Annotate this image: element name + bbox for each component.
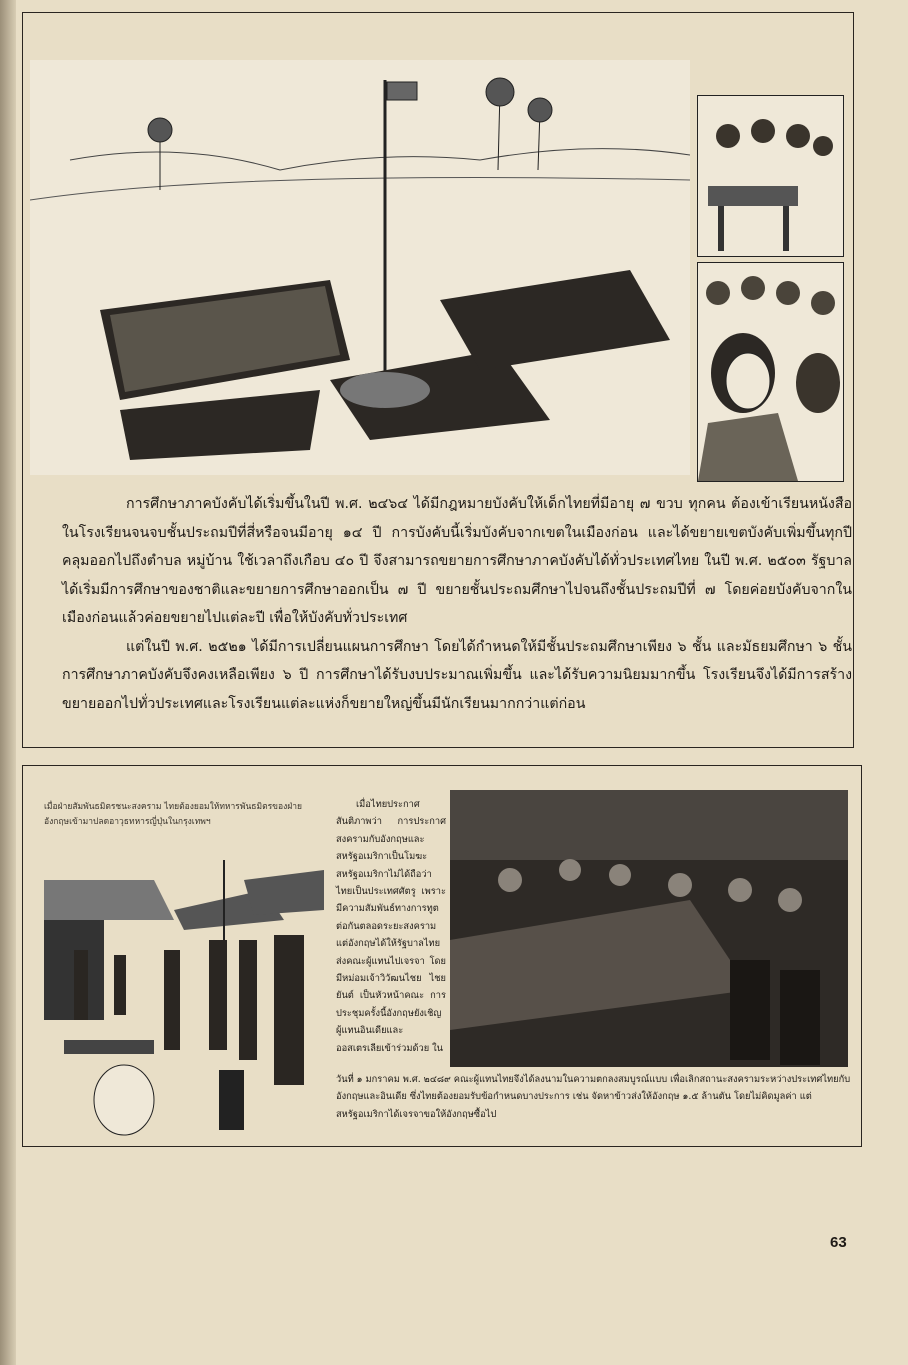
- street-scene-caption: เมื่อฝ่ายสัมพันธมิตรชนะสงคราม ไทยต้องยอมให้ทหารพันธมิตรของฝ่ายอังกฤษเข้ามาปลดอาวุธทหารญี่ปุ่นในกรุงเทพฯ: [44, 802, 302, 827]
- page-number: 63: [830, 1234, 847, 1251]
- body-text: [62, 490, 852, 718]
- side-text-body: เมื่อไทยประกาศสันติภาพว่า การประกาศสงครามกับอังกฤษและสหรัฐอเมริกาเป็นโมฆะ สหรัฐอเมริกาไม่ได้ถือว่าไทยเป็นประเทศศัตรู เพราะมีความสัมพันธ์ทางการทูตต่อกันตลอดระยะสงคราม แต่อังกฤษได้ให้รัฐบาลไทยส่งคณะผู้แทนไปเจรจา โดยมีหม่อมเจ้าวิวัฒนไชย ไชยยันต์ เป็นหัวหน้าคณะ การประชุมครั้งนี้อังกฤษยังเชิญผู้แทนอินเดียและออสเตรเลียเข้าร่วมด้วย ใน: [336, 799, 446, 1054]
- schoolyard-flag-illustration: [30, 60, 690, 475]
- side-column-text: [336, 796, 446, 1057]
- paragraph-education-plan-change: แต่ในปี พ.ศ. ๒๕๒๑ ได้มีการเปลี่ยนแผนการศึกษา โดยได้กำหนดให้มีชั้นประถมศึกษาเพียง ๖ ชั้น และมัธยมศึกษา ๖ ชั้น การศึกษาภาคบังคับจึงคงเหลือเพียง ๖ ปี การศึกษาได้รับงบประมาณเพิ่มขึ้น และได้รับความนิยมมากขึ้น โรงเรียนจึงได้มีการสร้างขยายออกไปทั่วประเทศและโรงเรียนแต่ละแห่งก็ขยายใหญ่ขึ้นมีนักเรียนมากกว่าแต่ก่อน: [62, 638, 852, 712]
- paragraph-compulsory-education: การศึกษาภาคบังคับได้เริ่มขึ้นในปี พ.ศ. ๒๔๖๔ ได้มีกฎหมายบังคับให้เด็กไทยที่มีอายุ ๗ ขวบ ทุกคน ต้องเข้าเรียนหนังสือในโรงเรียนจนจบชั้นประถมปีที่สี่หรือจนมีอายุ ๑๔ ปี การบังคับนี้เริ่มบังคับจากเขตในเมืองก่อน และได้ขยายเขตบังคับเพิ่มขึ้นทุกปี คลุมออกไปถึงตำบล หมู่บ้าน ใช้เวลาถึงเกือบ ๔๐ ปี จึงสามารถขยายการศึกษาภาคบังคับได้ทั่วประเทศไทย ในปี พ.ศ. ๒๕๐๓ รัฐบาลได้เริ่มมีการศึกษาของชาติและขยายการศึกษาออกเป็น ๗ ปี ขยายชั้นประถมศึกษาไปจนถึงชั้นประถมปีที่ ๗ โดยค่อยบังคับจากในเมืองก่อนแล้วค่อยขยายไปแต่ละปี เพื่อให้บังคับทั่วประเทศ: [62, 496, 852, 626]
- book-spine-shadow: [0, 0, 16, 1365]
- allied-soldiers-street-illustration: [44, 840, 324, 1140]
- students-illustration: [697, 262, 844, 482]
- treaty-signing-photo: [450, 790, 848, 1067]
- treaty-photo-caption: วันที่ ๑ มกราคม พ.ศ. ๒๔๘๙ คณะผู้แทนไทยจึงได้ลงนามในความตกลงสมบูรณ์แบบ เพื่อเลิกสถานะสงครามระหว่างประเทศไทยกับอังกฤษและอินเดีย ซึ่งไทยต้องยอมรับข้อกำหนดบางประการ เช่น จัดหาข้าวส่งให้อังกฤษ ๑.๕ ล้านตัน โดยไม่คิดมูลค่า แต่สหรัฐอเมริกาได้เจรจาขอให้อังกฤษซื้อไป: [336, 1074, 851, 1120]
- classroom-desks-illustration: [697, 95, 844, 257]
